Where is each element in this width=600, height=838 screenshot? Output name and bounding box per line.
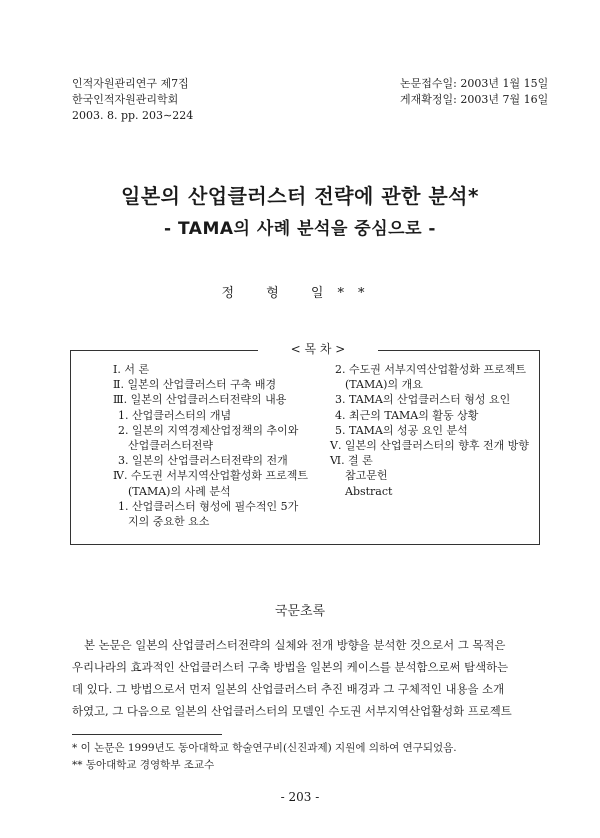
paper-subtitle: - TAMA의 사례 분석을 중심으로 -	[164, 219, 436, 239]
toc-right-column	[330, 362, 540, 499]
toc-item: 1. 산업클러스터 형성에 필수적인 5가	[118, 499, 299, 513]
footnote-divider	[72, 734, 222, 735]
toc-item: Ⅳ. 수도권 서부지역산업활성화 프로젝트	[113, 469, 308, 483]
toc-item: Ⅵ. 결 론	[330, 454, 373, 468]
author-name: 정 형 일**	[221, 286, 379, 301]
society-name: 한국인적자원관리학회	[72, 93, 179, 106]
toc-item: 3. 일본의 산업클러스터전략의 전개	[118, 454, 288, 468]
toc-item: 2. 수도권 서부지역산업활성화 프로젝트	[335, 363, 526, 376]
toc-item: (TAMA)의 개요	[345, 378, 423, 392]
submission-dates	[400, 76, 548, 108]
toc-item: 4. 최근의 TAMA의 활동 상황	[335, 408, 479, 422]
journal-info	[72, 76, 193, 124]
toc-item: Ⅱ. 일본의 산업클러스터 구축 배경	[113, 378, 277, 392]
toc-item: Ⅲ. 일본의 산업클러스터전략의 내용	[113, 393, 287, 407]
issue-pages: 2003. 8. pp. 203∼224	[72, 109, 194, 122]
toc-item: 지의 중요한 요소	[128, 515, 210, 529]
toc-heading: < 목 차 >	[258, 341, 378, 357]
toc-item: 3. TAMA의 산업클러스터 형성 요인	[335, 393, 511, 407]
journal-name: 인적자원관리연구 제7집	[72, 77, 189, 90]
received-date: 논문접수일: 2003년 1월 15일	[400, 77, 549, 90]
toc-item: Ⅰ. 서 론	[113, 363, 150, 376]
toc-item: Abstract	[345, 484, 393, 498]
toc-item: (TAMA)의 사례 분석	[128, 484, 231, 498]
toc-item: 1. 산업클러스터의 개념	[118, 408, 232, 422]
footnote-funding: * 이 논문은 1999년도 동아대학교 학술연구비(신진과제) 지원에 의하여 연구되었음.	[72, 742, 457, 754]
toc-left-column	[113, 362, 313, 529]
toc-item: 참고문헌	[345, 469, 388, 483]
abstract-line: 우리나라의 효과적인 산업클러스터 구축 방법을 일본의 케이스를 분석함으로써 탐색하는	[72, 660, 509, 674]
abstract-heading: 국문초록	[274, 604, 326, 619]
toc-item: 2. 일본의 지역경제산업정책의 추이와	[118, 423, 299, 437]
abstract-body	[72, 634, 538, 722]
toc-item: Ⅴ. 일본의 산업클러스터의 향후 전개 방향	[330, 439, 529, 453]
toc-item: 5. TAMA의 성공 요인 분석	[335, 423, 468, 437]
footnote-affiliation: ** 동아대학교 경영학부 조교수	[72, 759, 215, 771]
abstract-line: 하였고, 그 다음으로 일본의 산업클러스터의 모델인 수도권 서부지역산업활성화 프로젝트	[72, 704, 512, 718]
paper-title: 일본의 산업클러스터 전략에 관한 분석*	[121, 184, 479, 208]
footnotes	[72, 740, 457, 774]
accepted-date: 게재확정일: 2003년 7월 16일	[400, 93, 549, 106]
abstract-line: 데 있다. 그 방법으로서 먼저 일본의 산업클러스터 추진 배경과 그 구체적인 내용을 소개	[72, 682, 505, 696]
abstract-line: 본 논문은 일본의 산업클러스터전략의 실체와 전개 방향을 분석한 것으로서 그 목적은	[84, 638, 506, 652]
toc-item: 산업클러스터전략	[128, 439, 214, 453]
page-number: - 203 -	[280, 790, 320, 804]
